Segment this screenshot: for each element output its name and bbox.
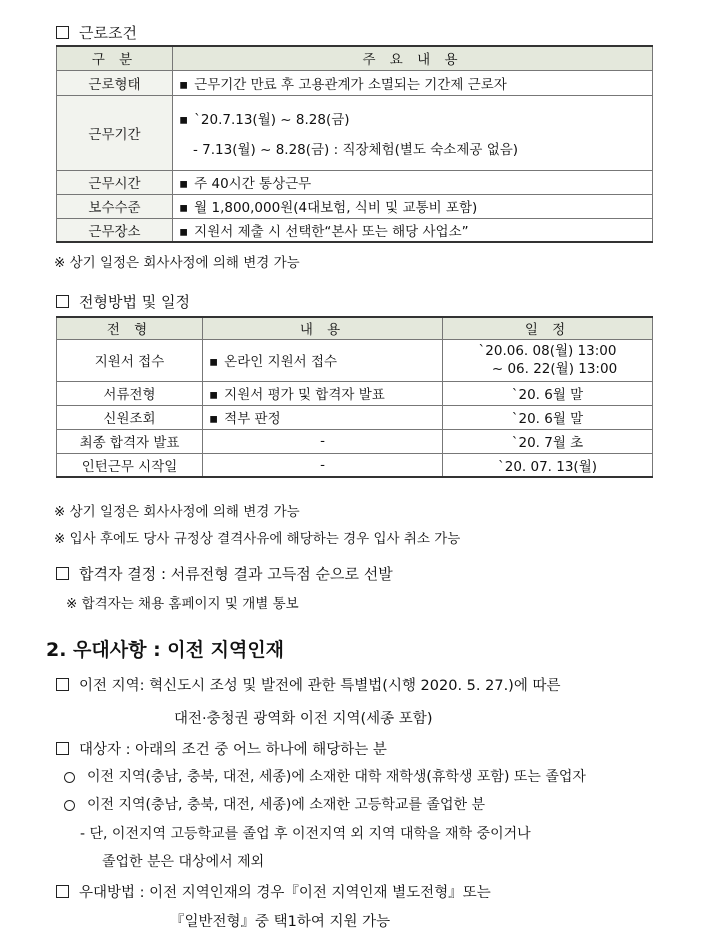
method-heading bbox=[56, 881, 491, 902]
schedule-cell: `20. 6월 말 bbox=[443, 381, 653, 405]
working-conditions-table bbox=[56, 45, 653, 243]
section-selection-heading bbox=[56, 291, 190, 312]
circle-bullet-icon bbox=[64, 772, 75, 783]
heading-text: 전형방법 및 일정 bbox=[79, 293, 190, 311]
col-header-stage: 전 형 bbox=[57, 317, 203, 339]
content-cell: - bbox=[203, 453, 443, 477]
checkbox-square-icon bbox=[56, 742, 69, 755]
item-text: 이전 지역(충남, 충북, 대전, 세종)에 소재한 고등학교를 졸업한 분 bbox=[87, 797, 485, 813]
section-working-conditions-heading bbox=[56, 22, 137, 43]
target-text: 대상자 : 아래의 조건 중 어느 하나에 해당하는 분 bbox=[79, 742, 387, 758]
row-value-hours: ▪ 주 40시간 통상근무 bbox=[173, 170, 653, 194]
exception-line-2: 졸업한 분은 대상에서 제외 bbox=[102, 854, 265, 870]
row-label-hours: 근무시간 bbox=[57, 170, 173, 194]
stage-cell: 서류전형 bbox=[57, 381, 203, 405]
relocation-area-line bbox=[56, 674, 560, 695]
method-continuation: 『일반전형』중 택1하여 지원 가능 bbox=[170, 914, 391, 930]
checkbox-square-icon bbox=[56, 26, 69, 39]
checkbox-square-icon bbox=[56, 885, 69, 898]
col-header-schedule: 일 정 bbox=[443, 317, 653, 339]
method-text: 우대방법 : 이전 지역인재의 경우『이전 지역인재 별도전형』또는 bbox=[79, 885, 491, 901]
checkbox-square-icon bbox=[56, 567, 69, 580]
preferential-treatment-title: 2. 우대사항 : 이전 지역인재 bbox=[46, 639, 285, 661]
row-label-pay: 보수수준 bbox=[57, 194, 173, 218]
content-cell: ▪ 온라인 지원서 접수 bbox=[203, 339, 443, 381]
stage-cell: 인턴근무 시작일 bbox=[57, 453, 203, 477]
target-item-university bbox=[64, 766, 586, 786]
disqualification-note: ※ 입사 후에도 당사 규정상 결격사유에 해당하는 경우 입사 취소 가능 bbox=[54, 531, 461, 547]
item-text: 이전 지역(충남, 충북, 대전, 세종)에 소재한 대학 재학생(휴학생 포함) 또는 졸업자 bbox=[87, 769, 586, 785]
area-text: 이전 지역: 혁신도시 조성 및 발전에 관한 특별법(시행 2020. 5. 27.)에 따른 bbox=[79, 678, 561, 694]
table-row bbox=[57, 381, 653, 405]
schedule-cell bbox=[443, 339, 653, 381]
table-row bbox=[57, 453, 653, 477]
schedule-line-1: `20.06. 08(월) 13:00 bbox=[478, 343, 617, 359]
schedule-cell: `20. 7월 초 bbox=[443, 429, 653, 453]
content-cell: ▪ 적부 판정 bbox=[203, 405, 443, 429]
heading-text: 근로조건 bbox=[79, 24, 137, 42]
row-label-type: 근로형태 bbox=[57, 70, 173, 95]
schedule-cell: `20. 07. 13(월) bbox=[443, 453, 653, 477]
content-cell: - bbox=[203, 429, 443, 453]
period-line-2: - 7.13(월) ~ 8.28(금) : 직장체험(별도 숙소제공 없음) bbox=[193, 141, 519, 158]
target-item-highschool bbox=[64, 794, 485, 814]
schedule-change-note-2: ※ 상기 일정은 회사사정에 의해 변경 가능 bbox=[54, 504, 300, 520]
col-header-content: 주 요 내 용 bbox=[173, 46, 653, 70]
schedule-change-note: ※ 상기 일정은 회사사정에 의해 변경 가능 bbox=[54, 255, 300, 271]
stage-cell: 신원조회 bbox=[57, 405, 203, 429]
heading-text: 합격자 결정 : 서류전형 결과 고득점 순으로 선발 bbox=[79, 565, 393, 583]
schedule-cell: `20. 6월 말 bbox=[443, 405, 653, 429]
notification-note: ※ 합격자는 채용 홈페이지 및 개별 통보 bbox=[66, 596, 299, 612]
col-header-category: 구 분 bbox=[57, 46, 173, 70]
target-heading bbox=[56, 738, 387, 759]
row-label-period: 근무기간 bbox=[57, 95, 173, 170]
checkbox-square-icon bbox=[56, 678, 69, 691]
selection-schedule-table bbox=[56, 316, 653, 478]
table-row bbox=[57, 405, 653, 429]
period-line-1: ▪ `20.7.13(월) ~ 8.28(금) bbox=[179, 108, 646, 128]
checkbox-square-icon bbox=[56, 295, 69, 308]
row-value-place: ▪ 지원서 제출 시 선택한“본사 또는 해당 사업소” bbox=[173, 218, 653, 242]
schedule-line-2: ~ 06. 22(월) 13:00 bbox=[491, 361, 618, 377]
stage-cell: 지원서 접수 bbox=[57, 339, 203, 381]
section-final-decision-heading bbox=[56, 563, 393, 584]
row-value-pay: ▪ 월 1,800,000원(4대보험, 식비 및 교통비 포함) bbox=[173, 194, 653, 218]
row-value-type: ▪ 근무기간 만료 후 고용관계가 소멸되는 기간제 근로자 bbox=[173, 70, 653, 95]
content-cell: ▪ 지원서 평가 및 합격자 발표 bbox=[203, 381, 443, 405]
row-label-place: 근무장소 bbox=[57, 218, 173, 242]
circle-bullet-icon bbox=[64, 800, 75, 811]
exception-line-1: - 단, 이전지역 고등학교를 졸업 후 이전지역 외 지역 대학을 재학 중이거나 bbox=[80, 826, 531, 842]
col-header-content: 내 용 bbox=[203, 317, 443, 339]
stage-cell: 최종 합격자 발표 bbox=[57, 429, 203, 453]
area-continuation: 대전·충청권 광역화 이전 지역(세종 포함) bbox=[174, 711, 433, 727]
table-row bbox=[57, 429, 653, 453]
table-row bbox=[57, 339, 653, 381]
row-value-period bbox=[173, 95, 653, 170]
